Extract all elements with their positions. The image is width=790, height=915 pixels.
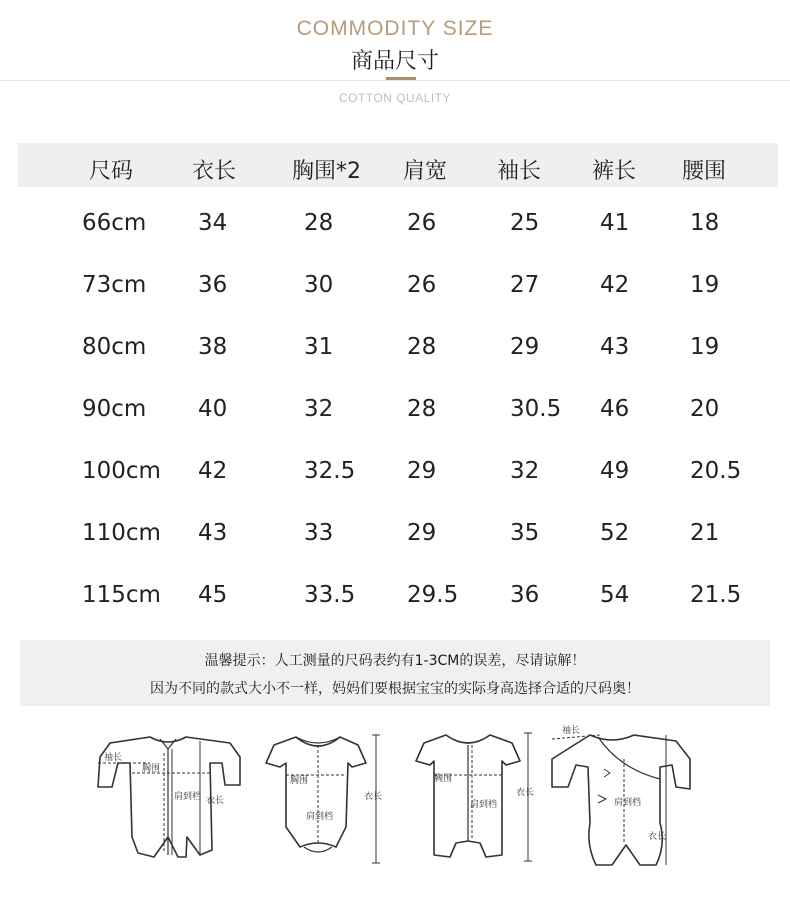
table-cell-shoulder: 26 (407, 272, 437, 298)
table-cell-size: 115cm (82, 582, 161, 608)
notice-line-1: 温馨提示：人工测量的尺码表约有1-3CM的误差，尽请谅解！ (204, 653, 586, 669)
table-cell-size: 110cm (82, 520, 161, 546)
table-cell-shoulder: 29 (407, 458, 437, 484)
table-cell-waist: 21 (690, 520, 720, 546)
column-header-chest: 胸围*2 (292, 159, 361, 184)
notice-box (20, 640, 770, 706)
column-header-sleeve: 袖长 (497, 159, 542, 184)
table-cell-waist: 21.5 (690, 582, 742, 608)
diagram1-chest-label: 胸围 (142, 764, 161, 774)
diagram2-chest-label: 胸围 (290, 776, 309, 786)
table-cell-chest: 31 (304, 334, 334, 360)
table-cell-length: 36 (198, 272, 228, 298)
table-cell-chest: 33 (304, 520, 334, 546)
table-cell-size: 80cm (82, 334, 147, 360)
table-cell-sleeve: 35 (510, 520, 540, 546)
table-cell-sleeve: 36 (510, 582, 540, 608)
column-header-shoulder: 肩宽 (403, 159, 448, 184)
column-header-length: 衣长 (192, 159, 237, 184)
table-cell-sleeve: 27 (510, 272, 540, 298)
title-en: COMMODITY SIZE (296, 17, 494, 40)
table-cell-shoulder: 29 (407, 520, 437, 546)
table-cell-pants: 46 (600, 396, 630, 422)
table-cell-length: 40 (198, 396, 228, 422)
diagram4-sleeve-label: 袖长 (562, 726, 581, 736)
diagram4-length-label: 衣长 (648, 832, 667, 842)
table-cell-chest: 28 (304, 210, 334, 236)
table-cell-pants: 49 (600, 458, 630, 484)
table-cell-pants: 52 (600, 520, 630, 546)
notice-line-2: 因为不同的款式大小不一样，妈妈们要根据宝宝的实际身高选择合适的尺码奥！ (150, 681, 640, 697)
table-cell-length: 45 (198, 582, 228, 608)
column-header-waist: 腰围 (682, 159, 727, 184)
table-cell-size: 73cm (82, 272, 147, 298)
table-cell-sleeve: 25 (510, 210, 540, 236)
diagram3-chest-label: 胸围 (434, 774, 453, 784)
table-cell-size: 90cm (82, 396, 147, 422)
table-cell-waist: 20.5 (690, 458, 742, 484)
table-cell-chest: 33.5 (304, 582, 356, 608)
table-cell-waist: 20 (690, 396, 720, 422)
table-cell-pants: 42 (600, 272, 630, 298)
bodysuit-diagram (266, 735, 383, 863)
title-cn: 商品尺寸 (350, 49, 439, 74)
table-cell-chest: 32 (304, 396, 334, 422)
diagram3-crotch-label: 肩到档 (470, 800, 498, 810)
table-cell-waist: 19 (690, 334, 720, 360)
diagram2-length-label: 衣长 (364, 792, 383, 802)
diagram2-crotch-label: 肩到档 (306, 812, 334, 822)
column-header-size: 尺码 (89, 159, 134, 184)
romper-shortsleeve-diagram (416, 733, 535, 861)
diagram1-sleeve-label: 袖长 (104, 753, 123, 763)
table-cell-pants: 54 (600, 582, 630, 608)
table-cell-chest: 32.5 (304, 458, 356, 484)
table-cell-length: 38 (198, 334, 228, 360)
table-cell-shoulder: 29.5 (407, 582, 459, 608)
table-cell-sleeve: 32 (510, 458, 540, 484)
measurement-diagrams (0, 715, 790, 911)
table-cell-chest: 30 (304, 272, 334, 298)
table-cell-shoulder: 28 (407, 334, 437, 360)
table-cell-shoulder: 26 (407, 210, 437, 236)
table-cell-length: 42 (198, 458, 228, 484)
table-cell-size: 100cm (82, 458, 161, 484)
table-cell-sleeve: 29 (510, 334, 540, 360)
diagram1-length-label: 衣长 (206, 796, 225, 806)
column-header-pants: 裤长 (592, 159, 637, 184)
diagram1-crotch-label: 肩到档 (174, 792, 202, 802)
table-cell-pants: 41 (600, 210, 630, 236)
table-cell-waist: 19 (690, 272, 720, 298)
table-cell-shoulder: 28 (407, 396, 437, 422)
table-cell-waist: 18 (690, 210, 720, 236)
table-cell-length: 43 (198, 520, 228, 546)
diagram3-length-label: 衣长 (516, 788, 535, 798)
table-cell-sleeve: 30.5 (510, 396, 562, 422)
table-cell-pants: 43 (600, 334, 630, 360)
table-cell-size: 66cm (82, 210, 147, 236)
subtitle: COTTON QUALITY (338, 91, 452, 105)
table-cell-length: 34 (198, 210, 228, 236)
header-divider (0, 80, 790, 81)
diagram4-crotch-label: 肩到档 (614, 798, 642, 808)
